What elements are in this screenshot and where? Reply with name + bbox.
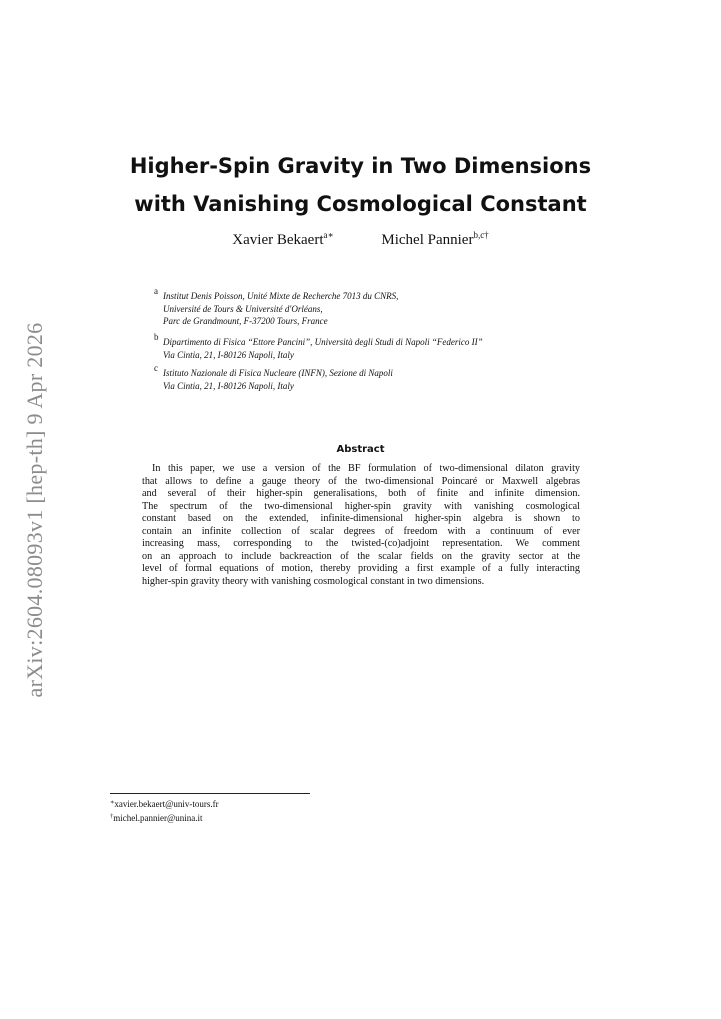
- footnote-2: [110, 811, 219, 825]
- affiliation-mark: c: [154, 363, 158, 373]
- abstract-line: increasing mass, corresponding to the twisted-(co)adjoint representation. We comment: [142, 538, 580, 549]
- abstract-line: contain an infinite collection of scalar degrees of freedom with a continuum of ever: [142, 525, 580, 537]
- author-name: Michel Pannier: [381, 232, 474, 248]
- abstract-line: In this paper, we use a version of the BF formulation of two-dimensional dilaton gravity: [152, 463, 580, 474]
- footnote-mark: ∗: [110, 799, 115, 806]
- paper-title: [0, 147, 721, 223]
- abstract-line: The spectrum of the two-dimensional higher-spin gravity with vanishing cosmological: [142, 500, 580, 512]
- affiliation-line: Parc de Grandmount, F-37200 Tours, France: [163, 316, 328, 326]
- abstract-line: that allows to define a gauge theory of the two-dimensional Poincaré or Maxwell algebras: [142, 475, 580, 487]
- author-list: [0, 230, 721, 249]
- affiliation-line: Via Cintia, 21, I-80126 Napoli, Italy: [163, 349, 294, 360]
- abstract-line: and several of their higher-spin generalisations, both of finite and infinite dimension.: [142, 488, 580, 499]
- affiliation-mark: a: [154, 286, 158, 296]
- affiliation-line: Université de Tours & Université d'Orléans,: [163, 303, 323, 314]
- author-affiliation-marks: b,c†: [473, 230, 489, 240]
- abstract-line: on an approach to include backreaction of the scalar fields on the gravity sector at the: [142, 550, 580, 562]
- affiliation-c: [154, 363, 594, 392]
- affiliation-line: Via Cintia, 21, I-80126 Napoli, Italy: [163, 380, 294, 391]
- footnotes: [110, 797, 219, 824]
- author-name: Xavier Bekaert: [232, 232, 324, 248]
- affiliation-mark: b: [154, 332, 159, 342]
- abstract-body: [142, 463, 580, 588]
- abstract-line: higher-spin gravity theory with vanishing cosmological constant in two dimensions.: [142, 575, 485, 587]
- affiliation-line: Dipartimento di Fisica “Ettore Pancini”, Università degli Studi di Napoli “Federico II”: [163, 337, 483, 347]
- affiliation-b: [154, 332, 594, 361]
- footnote-mark: †: [110, 812, 114, 820]
- title-line-1: Higher-Spin Gravity in Two Dimensions: [129, 154, 592, 178]
- abstract-heading: Abstract: [336, 444, 385, 455]
- author-affiliation-marks: a∗: [323, 230, 334, 240]
- footnote-email-link[interactable]: xavier.bekaert@univ-tours.fr: [114, 799, 219, 809]
- abstract-line: constant based on the extended, infinite-dimensional higher-spin algebra is shown to: [142, 513, 580, 524]
- footnote-divider: [110, 793, 310, 794]
- affiliation-line: Institut Denis Poisson, Unité Mixte de Recherche 7013 du CNRS,: [163, 291, 399, 301]
- footnote-email-link[interactable]: michel.pannier@unina.it: [113, 812, 203, 823]
- abstract-line: level of formal equations of motion, thereby providing a first example of a fully interacting: [142, 563, 580, 574]
- author-2: [381, 230, 488, 249]
- affiliation-a: [154, 286, 594, 328]
- title-line-2: with Vanishing Cosmological Constant: [134, 192, 587, 216]
- author-1: [232, 230, 333, 249]
- arxiv-identifier-stamp: arXiv:2604.08093v1 [hep-th] 9 Apr 2026: [22, 322, 47, 698]
- footnote-1: [110, 797, 219, 811]
- affiliation-line: Istituto Nazionale di Fisica Nucleare (INFN), Sezione di Napoli: [163, 368, 393, 378]
